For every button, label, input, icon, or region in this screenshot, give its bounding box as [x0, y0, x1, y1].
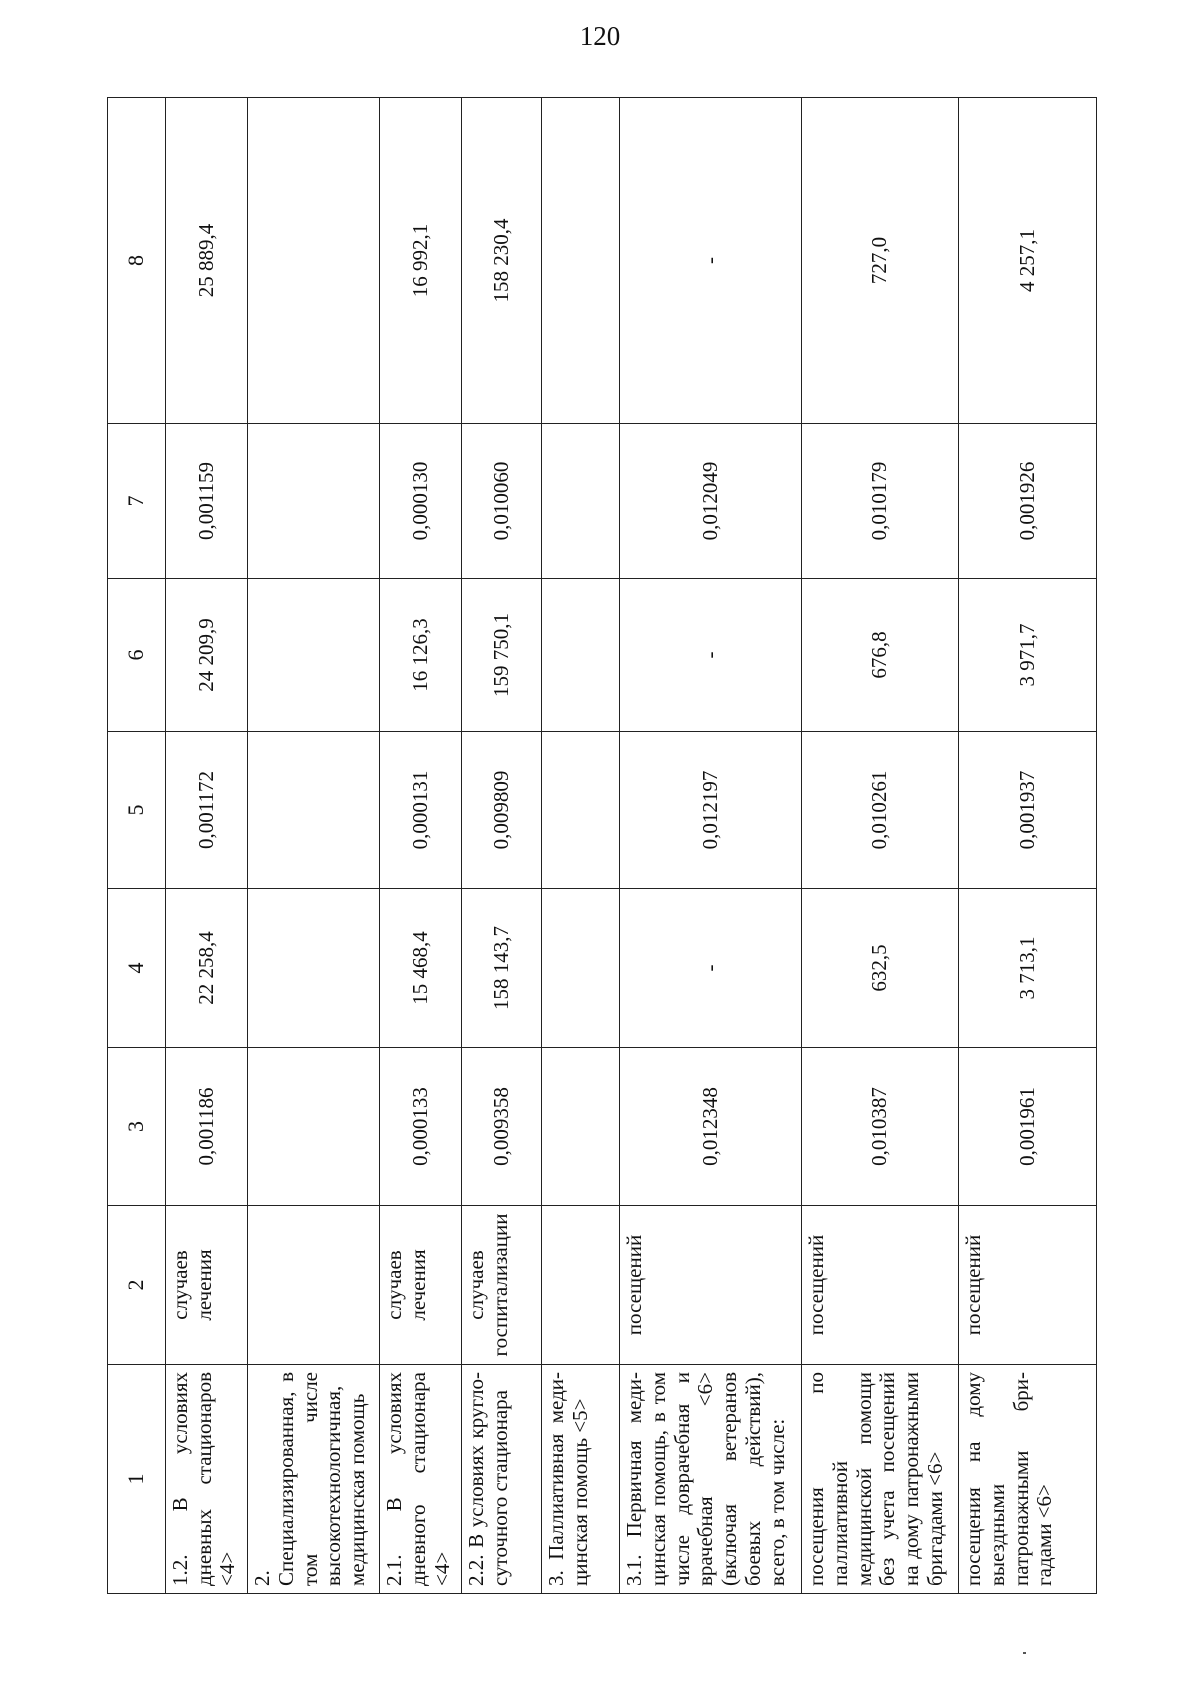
unit-cell: [248, 1206, 380, 1365]
value-cell-col-5: 0,001937: [959, 732, 1097, 889]
column-header-6: 6: [108, 579, 166, 732]
row-label-cell: 1.2. В условиях дневных стационаров <4>: [166, 1365, 248, 1594]
row-label-cell: 2.2. В условиях круглосуточного стационара: [462, 1365, 542, 1594]
column-header-3: 3: [108, 1048, 166, 1206]
value-cell-col-3: [542, 1048, 620, 1206]
value-cell-col-8: 727,0: [802, 98, 959, 424]
value-cell-col-8: [248, 98, 380, 424]
row-label-cell: 2. Специализированная, в том числе высокотехнологичная, медицинская помощь: [248, 1365, 380, 1594]
table-row: [802, 98, 959, 1594]
column-number-row: [108, 98, 166, 1594]
value-cell-col-8: [542, 98, 620, 424]
value-cell-col-7: [542, 424, 620, 579]
unit-cell: посещений: [959, 1206, 1097, 1365]
value-cell-col-5: 0,000131: [380, 732, 462, 889]
value-cell-col-8: 25 889,4: [166, 98, 248, 424]
value-cell-col-6: [248, 579, 380, 732]
value-cell-col-7: 0,001926: [959, 424, 1097, 579]
row-label-cell: посещения по паллиативной медицинской помощи без учета посещений на дому патронажными бригадами <6>: [802, 1365, 959, 1594]
row-label-cell: 3. Паллиативная медицинская помощь <5>: [542, 1365, 620, 1594]
value-cell-col-4: 632,5: [802, 889, 959, 1048]
value-cell-col-5: 0,012197: [620, 732, 802, 889]
table-row: [462, 98, 542, 1594]
value-cell-col-3: 0,000133: [380, 1048, 462, 1206]
table-row: [959, 98, 1097, 1594]
value-cell-col-6: 24 209,9: [166, 579, 248, 732]
value-cell-col-8: 16 992,1: [380, 98, 462, 424]
value-cell-col-7: 0,000130: [380, 424, 462, 579]
value-cell-col-5: 0,010261: [802, 732, 959, 889]
unit-cell: случаев госпитализации: [462, 1206, 542, 1365]
value-cell-col-4: 22 258,4: [166, 889, 248, 1048]
value-cell-col-6: [542, 579, 620, 732]
value-cell-col-4: 3 713,1: [959, 889, 1097, 1048]
table-body: [166, 98, 1097, 1594]
row-label-cell: 2.1. В условиях дневного стационара <4>: [380, 1365, 462, 1594]
value-cell-col-3: 0,010387: [802, 1048, 959, 1206]
value-cell-col-6: -: [620, 579, 802, 732]
table-row: [620, 98, 802, 1594]
unit-cell: случаев лечения: [166, 1206, 248, 1365]
value-cell-col-3: 0,012348: [620, 1048, 802, 1206]
column-header-7: 7: [108, 424, 166, 579]
unit-cell: [542, 1206, 620, 1365]
scan-speck: [1023, 1652, 1026, 1654]
column-header-8: 8: [108, 98, 166, 424]
value-cell-col-7: 0,001159: [166, 424, 248, 579]
row-label-cell: посещения на дому выездными патронажными бригадами <6>: [959, 1365, 1097, 1594]
value-cell-col-3: 0,009358: [462, 1048, 542, 1206]
value-cell-col-3: 0,001186: [166, 1048, 248, 1206]
value-cell-col-4: [542, 889, 620, 1048]
value-cell-col-4: 15 468,4: [380, 889, 462, 1048]
value-cell-col-7: [248, 424, 380, 579]
value-cell-col-6: 3 971,7: [959, 579, 1097, 732]
row-label-cell: 3.1. Первичная медицинская помощь, в том числе доврачебная и врачебная <6> (включая ветеранов боевых действий), всего, в том числе:: [620, 1365, 802, 1594]
table-row: [166, 98, 248, 1594]
column-header-2: 2: [108, 1206, 166, 1365]
value-cell-col-6: 159 750,1: [462, 579, 542, 732]
value-cell-col-5: [248, 732, 380, 889]
column-header-4: 4: [108, 889, 166, 1048]
value-cell-col-4: [248, 889, 380, 1048]
value-cell-col-3: 0,001961: [959, 1048, 1097, 1206]
rotated-table-sheet: [107, 98, 1097, 1594]
value-cell-col-3: [248, 1048, 380, 1206]
value-cell-col-6: 676,8: [802, 579, 959, 732]
value-cell-col-8: 158 230,4: [462, 98, 542, 424]
column-header-1: 1: [108, 1365, 166, 1594]
value-cell-col-7: 0,010060: [462, 424, 542, 579]
table-row: [248, 98, 380, 1594]
value-cell-col-4: 158 143,7: [462, 889, 542, 1048]
page-number: 120: [579, 21, 621, 51]
value-cell-col-7: 0,012049: [620, 424, 802, 579]
value-cell-col-8: -: [620, 98, 802, 424]
unit-cell: посещений: [620, 1206, 802, 1365]
value-cell-col-7: 0,010179: [802, 424, 959, 579]
value-cell-col-5: 0,009809: [462, 732, 542, 889]
value-cell-col-4: -: [620, 889, 802, 1048]
table-row: [542, 98, 620, 1594]
table-row: [380, 98, 462, 1594]
unit-cell: случаев лечения: [380, 1206, 462, 1365]
unit-cell: посещений: [802, 1206, 959, 1365]
column-header-5: 5: [108, 732, 166, 889]
value-cell-col-8: 4 257,1: [959, 98, 1097, 424]
value-cell-col-5: 0,001172: [166, 732, 248, 889]
medical-care-standards-table: [107, 97, 1097, 1594]
value-cell-col-6: 16 126,3: [380, 579, 462, 732]
value-cell-col-5: [542, 732, 620, 889]
